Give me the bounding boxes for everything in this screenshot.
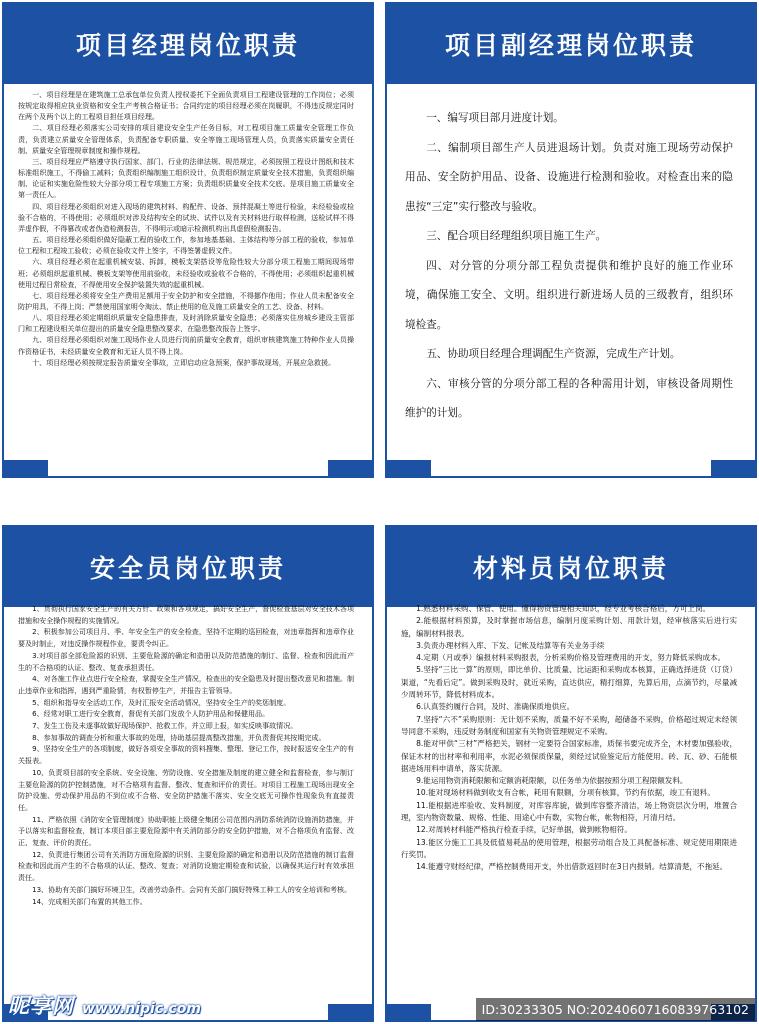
duty-paragraph: 13、协助有关部门搞好环境卫生，改善劳动条件。会同有关部门搞好特殊工种工人的安全培训和考核。 [32,884,352,894]
duty-paragraph: 14.能遵守财经纪律，严格控制费用开支，外出借款返回时在3日内报销。结算清楚，不拖延。 [416,862,728,872]
board-title: 项目副经理岗位职责 [387,4,755,84]
corner-bar-left [387,1004,431,1020]
board-body [4,89,372,368]
duty-paragraph: 4、对各施工作业点进行安全检查，掌握安全生产情况，检查出的安全隐患及时提出整改意见和措施。制止违章作业和指挥，遇到严重险情，有权暂停生产，并报告主管领导。 [18,674,354,695]
duty-paragraph: 2、积极参加公司项目月、季、年安全生产的安全检查，坚持不定期的巡回检查，对违章指挥和违章作业要及时制止，对违反操作规程作业，要责令纠正。 [18,627,354,649]
duty-paragraph: 8、参加事故的调查分析和重大事故的处理，协助基层提高整改措施，并负责督促其按期完成。 [32,732,326,742]
duty-paragraph: 10.能对现场材料做到收支有合帐，耗用有限额，分项有核算，节约有依据，竣工有退料。 [416,788,715,798]
duty-paragraph: 一、项目经理是在建筑施工总承包单位负责人授权委托下全面负责项目工程建设管理的工作岗位；必须按规定取得相应执业资格和安全生产考核合格证书；合同约定的项目经理必须在岗履职，不得违反规定同时在两个及两个以上的工程项目担任项目经理。 [18,90,354,122]
duty-paragraph: 10、负责项目部的安全系统、安全设施、劳防设施、安全措施及制度的建立健全和监督检查，参与制订主要危险源的防护控制措施，对不合格项有监督、整改、复查和评价的责任。对项目工程施工现场出现安全防护设施、劳动保护用品的不到位或不合格、安全防护措施不落实、安全交底无可操作性现象负有直接责任。 [18,767,354,812]
duty-paragraph: 三、项目经理应严格遵守执行国家、部门、行业的法律法规、规范规定，必须按照工程设计图纸和技术标准组织施工，不得偷工减料；负责组织编制施工组织设计，负责组织制定质量安全技术措施，负责组织编制、论证和实施危险性较大分部分项工程专项施工方案；负责组织质量安全技术交底。是项目施工质量安全第一责任人。 [18,156,354,200]
board-title: 项目经理岗位职责 [4,4,372,84]
duty-paragraph: 九、项目经理必须组织对施工现场作业人员进行岗前质量安全教育，组织审核建筑施工特种作业人员操作资格证书，未经质量安全教育和无证人员不得上岗。 [18,335,354,356]
duty-paragraph: 六、审核分管的分项分部工程的各种需用计划，审核设备周期性维护的计划。 [405,377,733,419]
board-body [387,603,755,874]
duty-paragraph: 四、对分管的分项分部工程负责提供和维护良好的施工作业环境，确保施工安全、文明。组织进行新进场人员的三级教育，组织环境检查。 [405,259,733,331]
board-title: 安全员岗位职责 [4,527,372,607]
board-deputy-manager [385,2,757,478]
duty-paragraph: 4.定期（月或季）编报材料采购报表，分析采购价格及管理费用的开支，努力降低采购成本。 [416,653,726,663]
duty-paragraph: 6.认真签约履行合同，及时、准确保质地供应。 [416,702,575,712]
duty-paragraph: 9.能运用物资消耗限额和定额消耗限额，以任务单为依据按照分项工程限额发料。 [416,776,688,786]
board-body [387,104,755,429]
board-body [4,603,372,907]
duty-paragraph: 八、项目经理必须定期组织质量安全隐患排查，及时消除质量安全隐患；必须落实住房城乡建设主管部门和工程建设相关单位提出的质量安全隐患整改要求，在隐患整改报告上签字。 [18,313,354,334]
duty-paragraph: 11.能根据进库验收、发料制度，对库容库貌，做到库容整齐清洁，场上物资层次分明，堆置合理，室内物资数量、规格、性能、用途心中有数，实物台帐，帐物相符，月清月结。 [401,800,737,823]
duty-paragraph: 六、项目经理必须在起重机械安装、拆卸，模板支架搭设等危险性较大分部分项工程施工期间现场带班；必须组织起重机械、模板支架等使用前验收，未经验收或验收不合格的，不得使用；必须组织起重机械使用过程日常检查，不得使用安全保护装置失效的起重机械。 [18,257,354,289]
duty-paragraph: 三、配合项目经理组织项目施工生产。 [426,230,607,242]
duty-paragraph: 四、项目经理必须组织对进入现场的建筑材料、构配件、设备、预拌混凝土等进行检验，未经检验或检验不合格的，不得使用；必须组织对涉及结构安全的试块、试件以及有关材料进行取样检测，送检试样不得弄虚作假，不得篡改或者伪造检测报告，不得明示或暗示检测机构出具虚假检测报告。 [18,201,354,233]
duty-paragraph: 二、项目经理必须落实公司安排的项目建设安全生产任务目标，对工程项目施工质量安全管理工作负责，负责建立质量安全管理体系，负责配备专职质量、安全等施工现场管理人员，负责落实质量安全责任制、质量安全管理规章制度和操作规程。 [18,123,354,155]
corner-bar-left [387,460,431,476]
duty-paragraph: 12.对周转材料能严格执行检查手续，记好单据，做到帐物相符。 [416,825,632,835]
board-title: 材料员岗位职责 [387,527,755,607]
watermark-url: www.nipic.com [82,1001,201,1017]
duty-paragraph: 五、项目经理必须组织做好隐蔽工程的验收工作，参加地基基础、主体结构等分部工程的验收，参加单位工程和工程竣工验收；必须在验收文件上签字，不得签署虚假文件。 [18,235,354,256]
duty-paragraph: 1.熟悉材料采购、保管、使用。懂得物资管理相关知识，经专业考核合格后，方可上岗。 [416,604,711,613]
duty-paragraph: 5.坚持“三比一算”的原则，即比单价、比质量、比运距和采购成本核算，正确选择进货（订货）渠道，“先看后定”。做到采购及时，就近采购，直达供应，精打细算，先算后用，点滴节约，尽量减少周转环节，降低材料成本。 [401,665,737,700]
duty-paragraph: 二、编制项目部生产人员进退场计划。负责对施工现场劳动保护用品、安全防护用品、设备、设施进行检测和验收。对检查出来的隐患按“三定”实行整改与验收。 [405,141,733,213]
duty-paragraph: 1、贯彻执行国家安全生产的有关方针、政策和各项规定，搞好安全生产，督促检查基层对安全技术各项措施和安全操作规程的实施情况。 [18,604,354,625]
corner-bar-right [328,460,372,476]
duty-paragraph: 七、项目经理必须将安全生产费用足额用于安全防护和安全措施，不得挪作他用；作业人员未配备安全防护用具，不得上岗；严禁使用国家明令淘汰、禁止使用的危及施工质量安全的工艺、设备、材料。 [18,290,354,311]
watermark-logo [8,990,201,1020]
duty-paragraph: 6、经常对职工进行安全教育，督促有关部门发放个人防护用品和保健用品。 [32,709,270,719]
corner-bar-left [4,460,48,476]
duty-paragraph: 十、项目经理必须按规定报告质量安全事故，立即启动应急预案，保护事故现场，开展应急救援。 [32,357,336,367]
watermark-id: ID:30233305 NO:20240607160839763102 [476,998,755,1021]
duty-paragraph: 五、协助项目经理合理调配生产资源，完成生产计划。 [426,348,681,360]
duty-paragraph: 5、组织和指导安全活动工作，及时汇报安全活动情况，坚持安全生产的奖惩制度。 [32,697,291,707]
corner-bar-right [711,460,755,476]
duty-paragraph: 13.能区分施工工具及低值易耗品的使用管理，根据劳动组合及工具配备标准、规定使用期限进行奖罚。 [401,837,737,859]
board-project-manager [2,2,374,478]
duty-paragraph: 3.对项目部全部危险源的识别、主要危险源的确定和造册以及防范措施的制订、监督、检查和因此而产生的不合格项的认证、整改、复查承担责任。 [18,650,354,672]
duty-paragraph: 2.能根据材料预算，及时掌握市场信息，编制月度采购计划、用款计划，经审核落实后进行实施，编制材料报表。 [401,616,737,638]
board-safety-officer [2,525,374,1022]
duty-paragraph: 11、严格依照《消防安全管理制度》协助职能上级健全集团公司范围内消防系统消防设施消防措施，并予以落实和监督检查，制订本项目部主要危险源中有关消防部分的安全防护措施，对不合格项负有监督、改正、复查、评价的责任。 [18,814,354,848]
duty-paragraph: 一、编写项目部月进度计划。 [426,112,564,124]
board-materials-officer [385,525,757,1022]
duty-paragraph: 12、负责进行集团公司有关消防方面危险源的识别、主要危险源的确定和造册以及防范措施的制订监督检查和因此而产生的不合格项的认证、整改、复查；对消防设施定期检查和试验，以确保其运行时有效承担责任。 [18,849,354,883]
duty-paragraph: 7、发生工伤及未遂事故做好现场保护、抢救工作，并立即上报，如实反映事故情况。 [32,721,298,731]
duty-paragraph: 9、坚持安全生产的各项制度，做好各项安全事故的资料搜集、整理、登记工作，按时报送安全生产的有关报表。 [18,744,354,766]
corner-bar-right [328,1004,372,1020]
duty-paragraph: 14、完成相关部门布置的其他工作。 [32,896,147,906]
watermark-logo-text: 昵享网 [8,994,74,1018]
duty-paragraph: 3.负责办理材料入库、下发、记帐及结算等有关业务手续 [416,640,605,650]
duty-paragraph: 7.坚持“六不”采购原则：无计划不采购，质量不好不采购，超储备不采购，价格超过规定未经领导同意不采购，违反财务制度和国家有关物资管理规定不采购。 [401,714,737,736]
duty-paragraph: 8.能对甲供“三材”严格把关，钢材一定要符合国家标准，质保书要完成齐全，木材要加强验收，保证木材的出材率和利用率，水泥必须保质保量，须经过试验鉴定后方能使用。砖、瓦、砂、石能根据进场用料申请单，落实货源。 [401,739,737,773]
